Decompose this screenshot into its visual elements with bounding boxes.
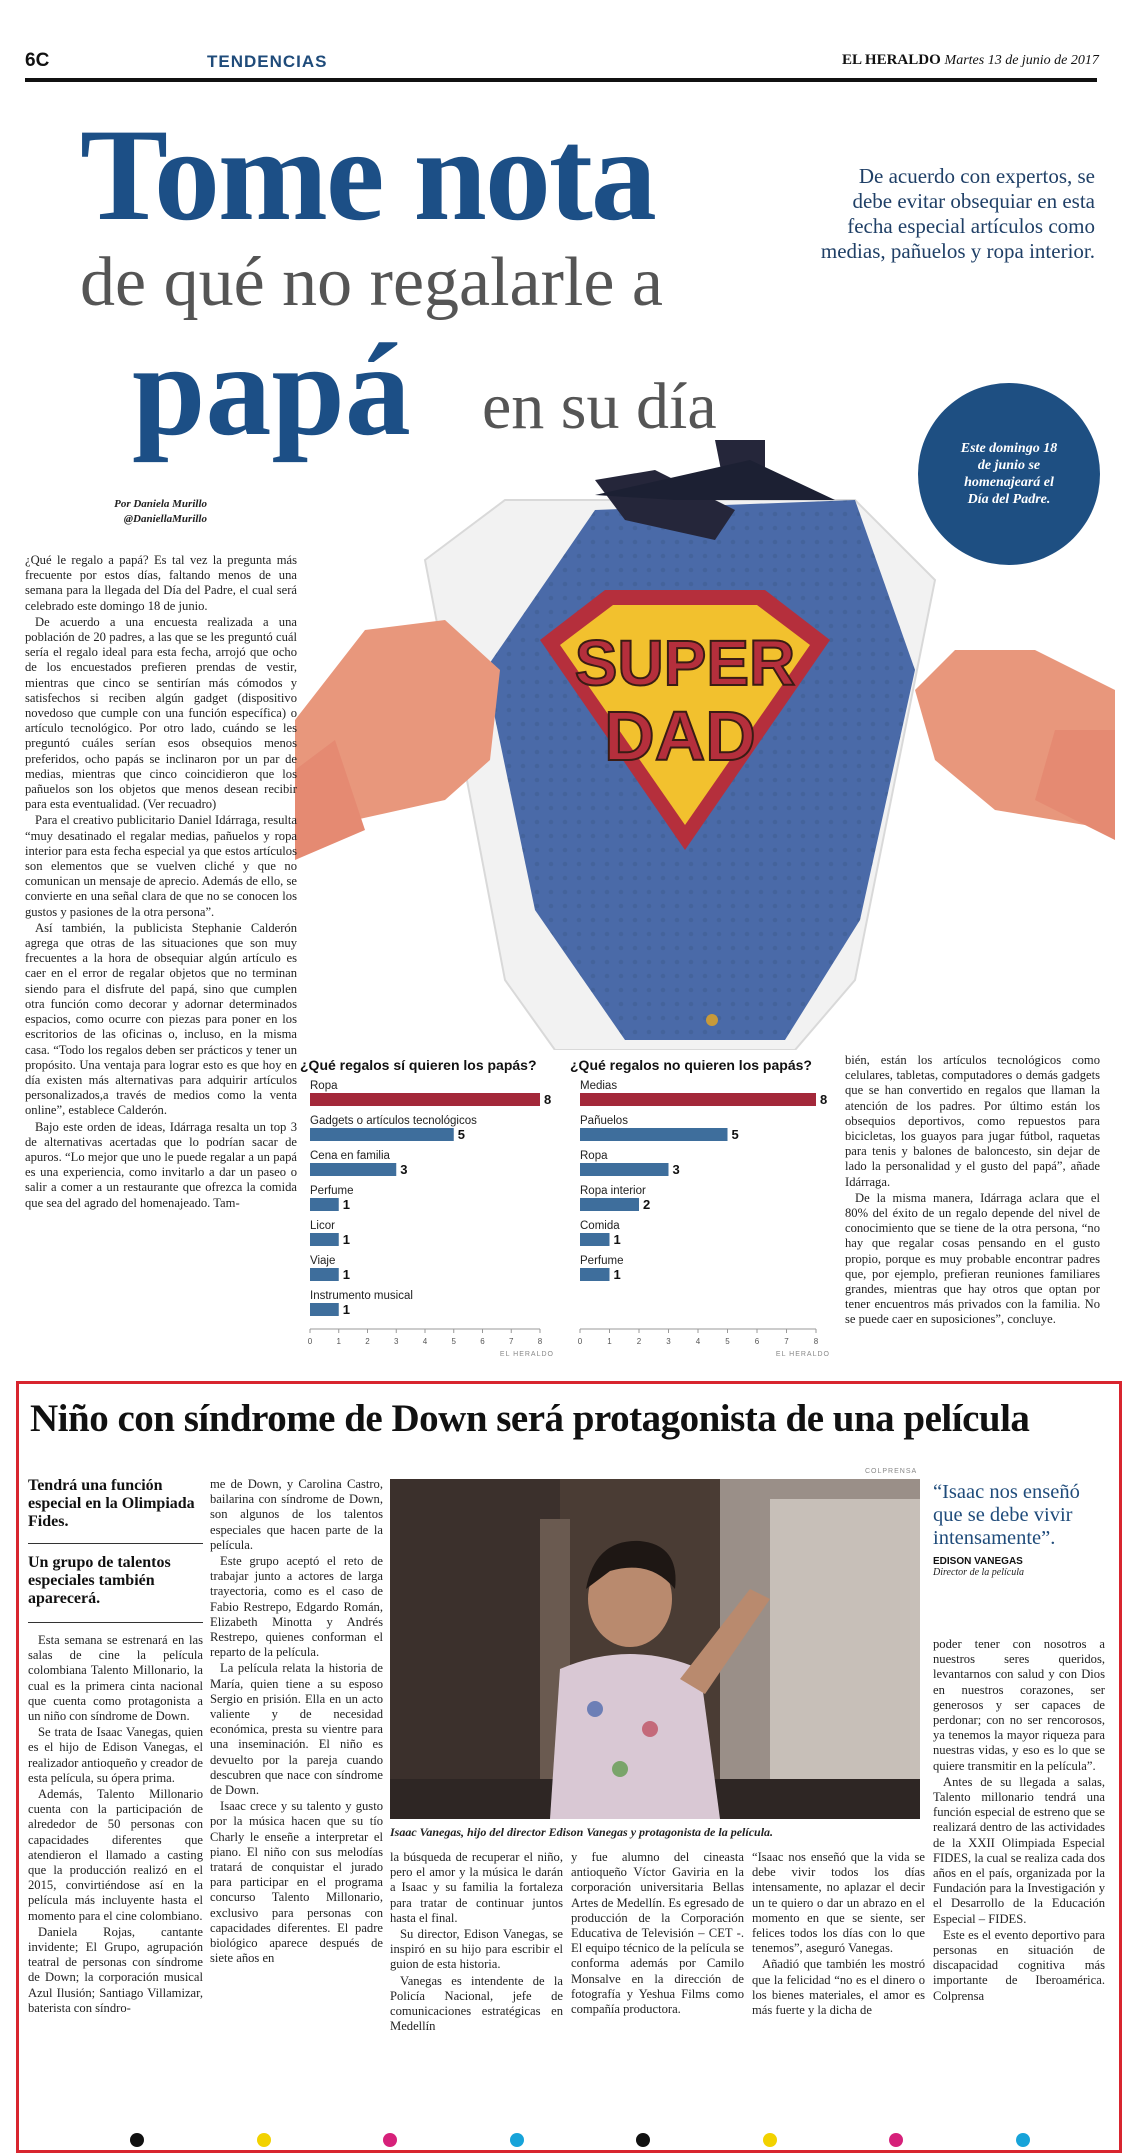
chart-category-label: Comida <box>580 1220 620 1232</box>
logo-super: SUPER <box>574 627 796 699</box>
chart-category-label: Ropa <box>310 1080 338 1092</box>
chart-bar <box>310 1233 339 1246</box>
chart-value-label: 2 <box>643 1197 651 1212</box>
pull-quote-text: “Isaac nos enseñó que se debe vivir intensamente”. <box>933 1481 1080 1549</box>
registration-dot <box>1016 2133 1030 2147</box>
registration-marks <box>130 2133 1030 2151</box>
chart-bar <box>580 1163 669 1176</box>
chart-tick-label: 1 <box>336 1337 341 1346</box>
chart-tick-label: 8 <box>537 1337 543 1346</box>
chart-bar <box>310 1128 454 1141</box>
chart-tick-label: 2 <box>636 1337 642 1346</box>
story-paragraph: me de Down, y Carolina Castro, bailarina con síndrome de Down, son algunos de los talentos especiales que hacen parte de la película. <box>210 1477 383 1552</box>
chart-tick-label: 5 <box>725 1337 730 1346</box>
issue-date: Martes 13 de junio de 2017 <box>944 53 1099 68</box>
chart-bar <box>580 1128 728 1141</box>
chart-category-label: Instrumento musical <box>310 1290 413 1302</box>
registration-dot <box>636 2133 650 2147</box>
registration-dot <box>889 2133 903 2147</box>
logo-dad: DAD <box>604 697 756 775</box>
film-still-photo <box>390 1479 920 1819</box>
chart-bar <box>580 1268 610 1281</box>
chart-value-label: 1 <box>342 1302 350 1317</box>
chart-category-label: Cena en familia <box>310 1150 390 1162</box>
byline <box>95 497 207 527</box>
chart-category-label: Perfume <box>310 1185 354 1197</box>
article-paragraph: bién, están los artículos tecnológicos como celulares, tabletas, computadores o demás gadgets que se han convertido en regalos que llaman la atención de los padres. Por último están los obsequios deportivos, como repuestos para bicicletas, los guayos para jugar fútbol, raquetas para tenis y balones de baloncesto, sin dejar de lado la personalidad y el gusto del papá”, añade Idárraga. <box>845 1053 1100 1189</box>
article-paragraph: Para el creativo publicitario Daniel Idárraga, resulta “muy desatinado el regalar medias, pañuelos y ropa interior para esta fecha especial ya que estos artículos son elementos que se vuelven cliché y que no comunican un mensaje de aprecio. Además de ello, se convierte en una señal clara de que no se conocen los gustos y pasiones de la otra persona”. <box>25 813 297 919</box>
quote-role: Director de la película <box>933 1567 1024 1578</box>
chart-tick-label: 0 <box>577 1337 583 1346</box>
story-col-5 <box>752 1850 925 2019</box>
story-col-6 <box>933 1637 1105 2005</box>
chart-bar <box>310 1093 540 1106</box>
chart-category-label: Viaje <box>310 1255 336 1267</box>
article-paragraph: De acuerdo a una encuesta realizada a una población de 20 padres, a las que se les preguntó cuál sería el regalo ideal para esta fecha, arrojó que ocho de los encuestados prefieren prendas de vestir, mientras que cinco se sentirían más cómodos y satisfechos si reciben algún gadget (dispositivo novedoso que cumple con una función específica) o artículo tecnológico. Por otro lado, cuándo se les preguntó cuáles serían esos obsequios menos preferidos, ocho papás se inclinaron por un par de medias, mientras que cinco coincidieron que los pañuelos son los objetos que menos desean recibir para esta eventualidad. (Ver recuadro) <box>25 614 297 812</box>
chart-tick-label: 1 <box>607 1337 612 1346</box>
super-dad-illustration <box>295 440 1115 1050</box>
story-paragraph: Este grupo aceptó el reto de trabajar junto a actores de larga trayectoria, como es el caso de Fabio Restrepo, Edgardo Román, Elizabeth Minotta y Andrés Restrepo, quienes conforman el reparto de la película. <box>210 1554 383 1660</box>
story-col-1 <box>28 1477 203 2017</box>
chart-value-label: 5 <box>457 1127 465 1142</box>
paper-name: EL HERALDO <box>842 52 941 68</box>
deck: De acuerdo con expertos, se debe evitar obsequiar en esta fecha especial artículos como medias, pañuelos y ropa interior. <box>820 164 1095 263</box>
registration-dot <box>510 2133 524 2147</box>
chart-source: EL HERALDO <box>775 1351 830 1358</box>
chart-category-label: Licor <box>310 1220 335 1232</box>
chart-svg <box>570 1077 838 1362</box>
chart-value-label: 3 <box>672 1162 680 1177</box>
story-paragraph: Esta semana se estrenará en las salas de cine la película colombiana Talento Millonario, la cual es la primera cinta nacional que cuenta como protagonista a un niño con síndrome de Down. <box>28 1633 203 1724</box>
chart-tick-label: 5 <box>451 1337 456 1346</box>
story-highlight-2: Un grupo de talentos especiales también aparecerá. <box>28 1554 171 1607</box>
pull-quote <box>933 1481 1108 1578</box>
chart-bar <box>310 1303 339 1316</box>
chart-value-label: 1 <box>342 1267 350 1282</box>
chart-tick-label: 6 <box>480 1337 485 1346</box>
article-paragraph: De la misma manera, Idárraga aclara que el 80% del éxito de un regalo depende del nivel de conocimiento que se tiene de la otra persona, “no hay que regalar cosas pensando en el gusto propio, porque es muy probable encontrar padres que, por ejemplo, prefieran reuniones familiares grandes, mientras que hay otros que optan por tener encuentros más privados con la familia. No se puede caer en suposiciones”, concluye. <box>845 1190 1100 1327</box>
chart-value-label: 5 <box>731 1127 739 1142</box>
chart-category-label: Gadgets o artículos tecnológicos <box>310 1115 477 1127</box>
chart-category-label: Ropa <box>580 1150 608 1162</box>
chart-value-label: 8 <box>820 1092 828 1107</box>
chart-value-label: 8 <box>544 1092 552 1107</box>
story-paragraph: La película relata la historia de María, quien tiene a su esposo Sergio en prisión. Ella en un acto valiente y de necesidad económica, presta su vientre para una inseminación. El niño es devuelto por la pareja cuando descubren que nace con síndrome de Down. <box>210 1661 383 1798</box>
chart-no-quieren <box>570 1057 838 1362</box>
story-col-3 <box>390 1850 563 2035</box>
story-paragraph: Su director, Edison Vanegas, se inspiró en su hijo para escribir el guion de esta historia. <box>390 1927 563 1972</box>
masthead-info <box>842 52 1099 69</box>
story-paragraph: Este es el evento deportivo para personas en situación de discapacidad cognitiva más importante de Iberoamérica. Colprensa <box>933 1927 1105 2003</box>
registration-dot <box>383 2133 397 2147</box>
article-paragraph: Bajo este orden de ideas, Idárraga resalta un top 3 de alternativas acertadas que lo podrían sacar de apuros. “Lo mejor que uno le puede regalar a un papá es una experiencia, como invitarlo a dar un paseo o salir a comer a un restaurante que ofrezca la comida que sea del agrado del homenajeado. Tam- <box>25 1119 297 1210</box>
story-col-4 <box>571 1850 744 2018</box>
story-headline: Niño con síndrome de Down será protagonista de una película <box>30 1397 1030 1440</box>
title-line-2: de qué no regalarle a <box>80 244 664 321</box>
story-paragraph: “Isaac nos enseñó que la vida se debe vivir todos los días intensamente, no aplazar el decir un te quiero o dar un abrazo en el momento en que se siente, ser felices todos los días con lo que tenemos”, aseguró Vanegas. <box>752 1850 925 1956</box>
chart-value-label: 3 <box>400 1162 408 1177</box>
title-line-3-papa: papá <box>132 316 411 463</box>
header-rule <box>25 78 1097 82</box>
story-paragraph: Añadió que también les mostró que la felicidad “no es el dinero o los bienes materiales, el amor es más fuerte y la dicha de <box>752 1957 925 2018</box>
registration-dot <box>257 2133 271 2147</box>
chart-tick-label: 3 <box>666 1337 671 1346</box>
chart-tick-label: 6 <box>754 1337 760 1346</box>
chart-category-label: Pañuelos <box>580 1115 628 1127</box>
article-paragraph: ¿Qué le regalo a papá? Es tal vez la pregunta más frecuente por estos días, faltando menos de una semana para la llegada del Día del Padre, el cual será celebrado este domingo 18 de junio. <box>25 553 297 613</box>
chart-value-label: 1 <box>613 1232 621 1247</box>
chart-title: ¿Qué regalos sí quieren los papás? <box>300 1057 537 1073</box>
story-paragraph: Vanegas es intendente de la Policía Nacional, jefe de comunicaciones estratégicas en Medellín <box>390 1973 563 2034</box>
story-highlight-1: Tendrá una función especial en la Olimpiada Fides. <box>28 1477 195 1530</box>
chart-value-label: 1 <box>613 1267 621 1282</box>
chart-tick-label: 0 <box>307 1337 313 1346</box>
story-paragraph: Antes de su llegada a salas, Talento millonario tendrá una función especial de estreno que se realizará dentro de las actividades de la XXII Olimpiada Especial FIDES, la cual se realiza cada dos años en el país, organizada por la Fundación para la Investigación y el Desarrollo de la Educación Especial – FIDES. <box>933 1774 1105 1926</box>
chart-bar <box>580 1198 639 1211</box>
chart-svg <box>300 1077 562 1362</box>
chart-tick-label: 4 <box>695 1337 701 1346</box>
chart-category-label: Perfume <box>580 1255 624 1267</box>
story-paragraph: la búsqueda de recuperar el niño, pero el amor y la música le darán a Isaac y su familia la fortaleza para tratar de continuar juntos hasta el final. <box>390 1850 563 1925</box>
story-paragraph: Además, Talento Millonario cuenta con la participación de alrededor de 50 personas con capacidades diferentes que atendieron el llamado a casting que la producción realizó en el 2015, convirtiéndose así en la película más incluyente hasta el momento para el cine colombiano. <box>28 1787 203 1923</box>
chart-tick-label: 4 <box>422 1337 428 1346</box>
story-paragraph: Se trata de Isaac Vanegas, quien es el hijo de Edison Vanegas, el realizador antioqueño y creador de esta película, su ópera prima. <box>28 1725 203 1785</box>
chart-si-quieren <box>300 1057 562 1362</box>
highlight-rule <box>28 1543 203 1544</box>
article-paragraph: Así también, la publicista Stephanie Calderón agrega que otras de las situaciones que son muy frecuentes a la hora de obsequiar algún artículo es caer en el error de regalar objetos que no terminan siendo para el disfrute del papá, sino que cumplen otra función como decorar y adornar determinados espacios, como ocurre con piezas para poner en los escritorios de las oficinas o, incluso, en la misma casa. “Todo los regalos deben ser prácticos y tener un propósito. Una ventaja para lograr esto es que hoy en día existen más alternativas para adquirir artículos personalizados,a través de medios como la venta online”, establece Calderón. <box>25 920 297 1118</box>
story-col-2 <box>210 1477 383 1968</box>
chart-bar <box>310 1163 396 1176</box>
quote-author: EDISON VANEGAS <box>933 1556 1023 1567</box>
date-circle-text: Este domingo 18 de junio se homenajeará el Día del Padre. <box>960 441 1058 507</box>
chart-value-label: 1 <box>342 1197 350 1212</box>
byline-name: Por Daniela Murillo <box>114 498 207 510</box>
story-paragraph: y fue alumno del cineasta antioqueño Víctor Gaviria en la corporación universitaria Bellas Artes de Medellín. Es egresado de producción de la Corporación Educativa de Televisión – CET -. El equipo técnico de la película se conforma además por Camilo Monsalve en la dirección de fotografía y Yeshua Films como compañía productora. <box>571 1850 744 2017</box>
chart-tick-label: 2 <box>365 1337 370 1346</box>
article-column-left <box>25 553 297 1212</box>
article-column-right <box>845 1053 1100 1329</box>
story-paragraph: Isaac crece y su talento y gusto por la música hacen que su tío Charly le enseñe a interpretar el piano. El niño con sus melodías tratará de conquistar el jurado para participar en el programa concurso Talento Millonario, exclusivo para personas con capacidades diferentes. El padre biológico aparece después de siete años en <box>210 1799 383 1966</box>
chart-bar <box>580 1093 816 1106</box>
story-paragraph: poder tener con nosotros a nuestros seres queridos, levantarnos con salud y con Dios en nuestros corazones, ser generosos y ser capaces de perdonar; con no ser rencorosos, ya tenemos la mayor riqueza para nuestras vidas, y eso es lo que se quiere transmitir en la película”. <box>933 1637 1105 1773</box>
byline-handle: @DaniellaMurillo <box>123 513 207 525</box>
chart-category-label: Medias <box>580 1080 618 1092</box>
page-number: 6C <box>25 50 50 71</box>
chart-tick-label: 7 <box>509 1337 514 1346</box>
story-paragraph: Daniela Rojas, cantante invidente; El Grupo, agrupación teatral de personas con síndrome de Down; la corporación musical Azul Ilusión; Santiago Villamizar, baterista con síndro- <box>28 1924 203 2015</box>
chart-tick-label: 8 <box>813 1337 819 1346</box>
registration-dot <box>763 2133 777 2147</box>
chart-bar <box>580 1233 610 1246</box>
chart-tick-label: 7 <box>784 1337 789 1346</box>
chart-category-label: Ropa interior <box>580 1185 646 1197</box>
photo-credit: COLPRENSA <box>865 1468 918 1475</box>
photo-caption: Isaac Vanegas, hijo del director Edison Vanegas y protagonista de la película. <box>390 1825 774 1839</box>
registration-dot <box>130 2133 144 2147</box>
chart-bar <box>310 1268 339 1281</box>
title-line-3-su-dia: en su día <box>482 370 717 443</box>
highlight-rule <box>28 1622 203 1623</box>
chart-source: EL HERALDO <box>499 1351 554 1358</box>
chart-tick-label: 3 <box>394 1337 399 1346</box>
chart-title: ¿Qué regalos no quieren los papás? <box>570 1057 812 1073</box>
section-name: TENDENCIAS <box>207 52 328 71</box>
chart-bar <box>310 1198 339 1211</box>
chart-value-label: 1 <box>342 1232 350 1247</box>
title-line-1: Tome nota <box>80 101 655 248</box>
